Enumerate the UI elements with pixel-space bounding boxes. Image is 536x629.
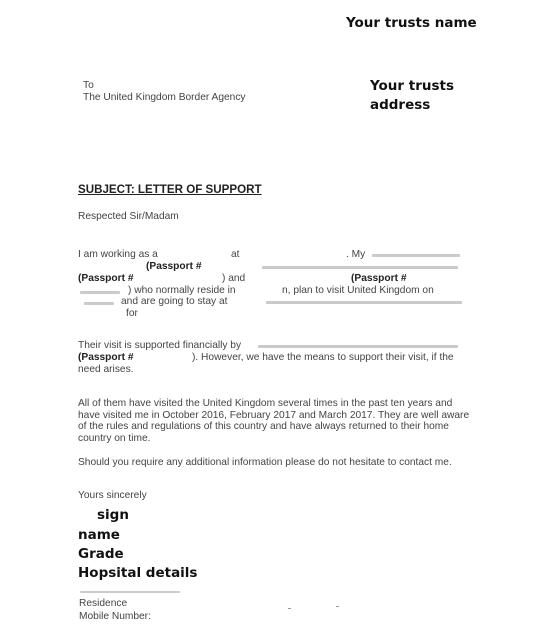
body1-line4a: ) who normally reside in [128, 285, 236, 296]
footer-mobile: Mobile Number: [79, 611, 151, 622]
salutation: Respected Sir/Madam [78, 211, 179, 222]
body1-line1c: . My [346, 249, 366, 260]
redaction-smear [258, 345, 458, 348]
trust-address-line1: Your trusts [370, 78, 455, 94]
footer-residence: Residence [79, 598, 128, 609]
letter-subject: SUBJECT: LETTER OF SUPPORT [78, 183, 262, 196]
body1-line3b: ) and [222, 273, 246, 284]
redaction-smear [262, 266, 458, 269]
body2-line2a: (Passport # [78, 352, 134, 363]
name-label: name [78, 527, 120, 543]
body1-line4b: n, plan to visit United Kingdom on [282, 285, 434, 296]
redaction-smear [80, 291, 120, 294]
body2-line3: need arises. [78, 364, 134, 375]
scan-speck [336, 606, 339, 607]
body3-text: All of them have visited the United Kingdom several times in the past ten years and have visited me in October 2016, February 2017 and March 2017. They are well aware of the rules and regulations of this country and have always returned to their home country on time. [78, 398, 470, 444]
redaction-smear [84, 302, 114, 305]
recipient-to: To [83, 80, 94, 91]
redaction-smear [372, 254, 460, 257]
body1-line1a: I am working as a [78, 249, 158, 260]
body4-text: Should you require any additional information please do not hesitate to contact me. [78, 457, 452, 468]
body1-line3c: (Passport # [351, 273, 407, 284]
body4-paragraph [78, 457, 473, 469]
hospital-details-label: Hopsital details [78, 565, 198, 581]
body1-line3a: (Passport # [78, 273, 134, 284]
body1-line5: and are going to stay at [121, 296, 228, 307]
scan-speck [288, 608, 291, 609]
body3-paragraph [78, 398, 473, 444]
body1-line1b: at [231, 249, 240, 260]
body2-line1: Their visit is supported financially by [78, 340, 242, 351]
body2-line2b: ). However, we have the means to support their visit, if the [192, 352, 454, 363]
recipient-agency: The United Kingdom Border Agency [83, 92, 246, 103]
closing-text: Yours sincerely [78, 490, 147, 501]
trust-address-line2: address [370, 97, 431, 113]
grade-label: Grade [78, 546, 124, 562]
sign-label: sign [97, 507, 129, 523]
trust-name-label: Your trusts name [346, 15, 477, 31]
body1-line2: (Passport # [146, 261, 202, 272]
redaction-smear [266, 301, 462, 304]
redaction-smear [80, 591, 180, 593]
body1-line6: for [126, 308, 138, 319]
